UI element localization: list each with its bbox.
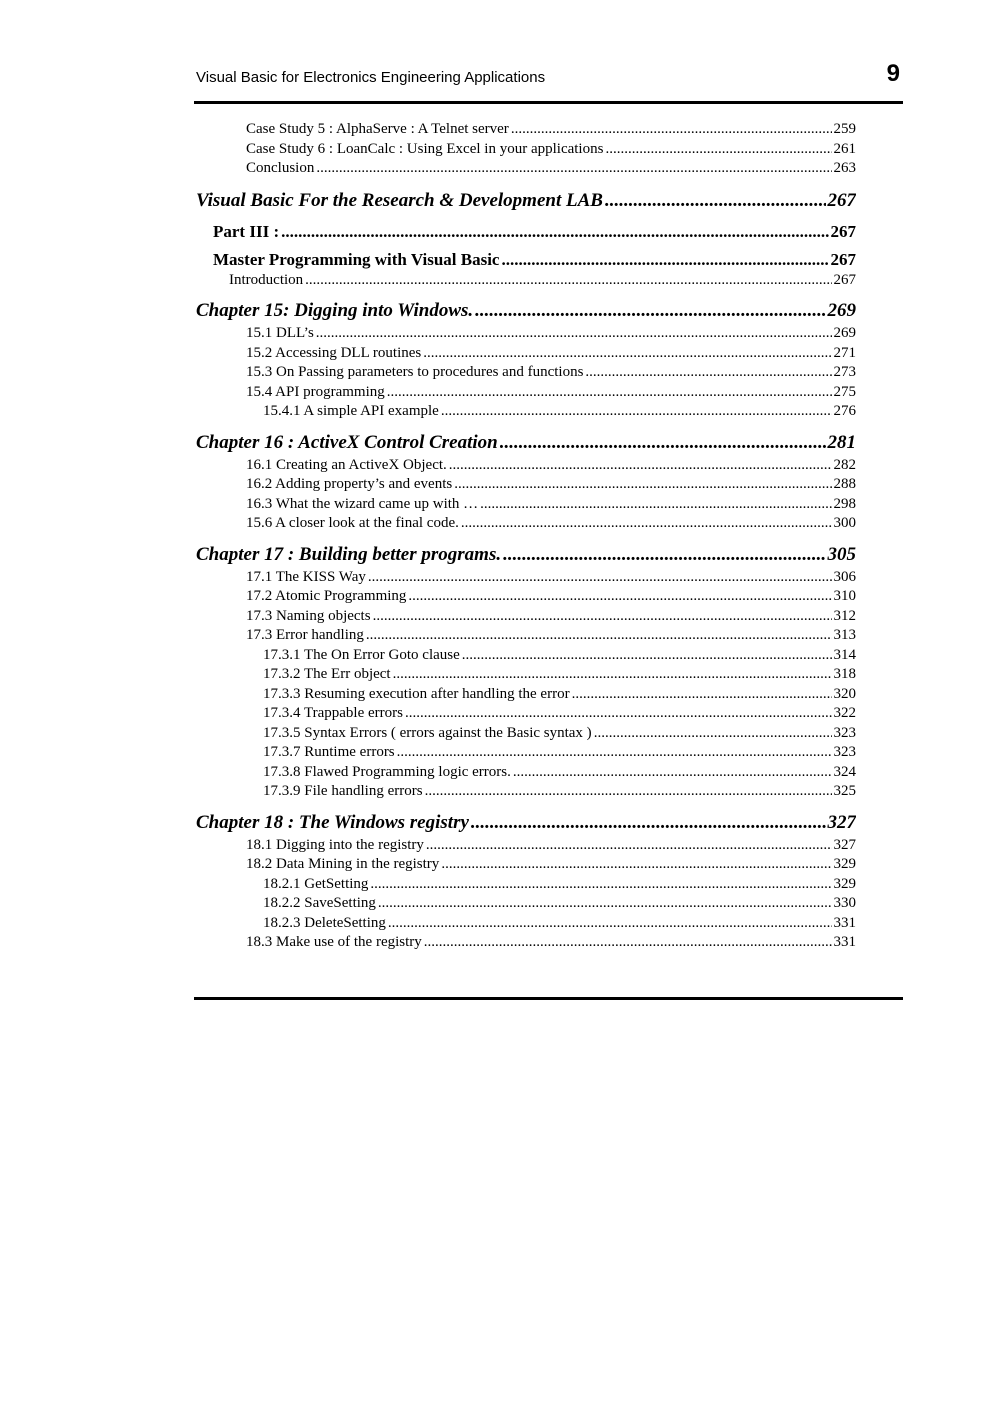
toc-entry-page: 276	[833, 403, 856, 419]
toc-entry-page: 331	[833, 934, 856, 950]
toc-entry-title: 18.2 Data Mining in the registry	[246, 856, 440, 872]
toc-entry[interactable]	[196, 914, 856, 934]
toc-leader-dots	[378, 894, 832, 914]
toc-entry[interactable]	[196, 933, 856, 953]
toc-entry-title: 17.3 Naming objects	[246, 607, 371, 624]
toc-entry-page: 327	[827, 811, 856, 833]
toc-entry-title: 16.3 What the wizard came up with …	[246, 495, 479, 512]
toc-entry-page: 305	[827, 543, 856, 565]
toc-entry-title: Visual Basic For the Research & Development LAB	[196, 189, 603, 211]
toc-entry[interactable]	[196, 159, 856, 179]
toc-entry-page: 313	[833, 627, 856, 643]
toc-entry-title: 15.2 Accessing DLL routines	[246, 344, 422, 361]
toc-entry-title: 15.1 DLL’s	[246, 325, 314, 341]
toc-entry-page: 327	[833, 836, 856, 853]
toc-entry-page: 263	[833, 160, 856, 176]
toc-entry-title: 17.2 Atomic Programming	[246, 588, 407, 604]
toc-entry[interactable]	[196, 607, 856, 627]
toc-entry-page: 320	[833, 685, 856, 702]
toc-leader-dots	[500, 431, 826, 455]
toc-entry[interactable]	[196, 189, 856, 213]
toc-entry[interactable]	[196, 363, 856, 383]
toc-leader-dots	[393, 665, 832, 685]
toc-entry[interactable]	[196, 836, 856, 856]
toc-leader-dots	[387, 383, 832, 403]
toc-entry-page: 281	[827, 431, 856, 453]
toc-entry-title: Chapter 18 : The Windows registry	[196, 811, 469, 833]
toc-entry[interactable]	[196, 299, 856, 323]
toc-entry-title: Chapter 17 : Building better programs.	[196, 543, 502, 565]
toc-entry-page: 298	[833, 495, 856, 512]
toc-entry-title: 17.3.9 File handling errors	[263, 783, 423, 799]
toc-entry[interactable]	[196, 271, 856, 291]
toc-entry[interactable]	[196, 782, 856, 802]
toc-entry[interactable]	[196, 894, 856, 914]
toc-leader-dots	[594, 724, 832, 744]
toc-entry-title: 18.3 Make use of the registry	[246, 934, 422, 950]
toc-leader-dots	[373, 607, 832, 627]
toc-entry-title: Master Programming with Visual Basic	[213, 249, 500, 269]
toc-entry[interactable]	[196, 665, 856, 685]
table-of-contents	[196, 120, 856, 953]
toc-leader-dots	[305, 271, 831, 291]
toc-entry-title: 17.3.1 The On Error Goto clause	[263, 646, 460, 663]
toc-entry[interactable]	[196, 402, 856, 422]
toc-entry[interactable]	[196, 221, 856, 243]
toc-leader-dots	[281, 221, 828, 243]
toc-leader-dots	[316, 324, 832, 344]
toc-entry-title: Chapter 15: Digging into Windows.	[196, 300, 474, 321]
toc-entry-page: 271	[833, 344, 856, 361]
toc-entry-title: 17.3.4 Trappable errors	[263, 705, 403, 721]
toc-entry[interactable]	[196, 568, 856, 588]
toc-entry-title: 17.3.3 Resuming execution after handling the error	[263, 685, 570, 702]
toc-entry-page: 325	[833, 783, 856, 799]
toc-entry[interactable]	[196, 249, 856, 271]
toc-leader-dots	[449, 456, 832, 476]
toc-entry-title: 17.3.2 The Err object	[263, 666, 391, 682]
toc-entry[interactable]	[196, 495, 856, 515]
toc-leader-dots	[388, 914, 832, 934]
toc-leader-dots	[461, 514, 832, 534]
toc-leader-dots	[454, 475, 831, 495]
page-number: 9	[886, 60, 900, 87]
running-header-title: Visual Basic for Electronics Engineering Applications	[196, 69, 546, 86]
toc-entry-page: 323	[833, 724, 856, 741]
toc-leader-dots	[503, 543, 825, 567]
toc-entry-title: 15.3 On Passing parameters to procedures and functions	[246, 364, 584, 380]
toc-entry[interactable]	[196, 685, 856, 705]
toc-entry-title: 15.6 A closer look at the final code.	[246, 515, 459, 531]
toc-entry-title: 17.3.7 Runtime errors	[263, 744, 395, 760]
toc-entry-page: 267	[827, 189, 856, 211]
toc-entry-title: Part III :	[213, 221, 280, 241]
toc-leader-dots	[397, 743, 832, 763]
toc-entry[interactable]	[196, 344, 856, 364]
toc-leader-dots	[424, 933, 832, 953]
toc-entry[interactable]	[196, 514, 856, 534]
toc-leader-dots	[501, 249, 828, 271]
toc-leader-dots	[480, 495, 831, 515]
toc-entry-title: 17.3.5 Syntax Errors ( errors against the Basic syntax )	[263, 724, 592, 741]
toc-entry-title: 15.4.1 A simple API example	[263, 403, 439, 419]
toc-entry-title: 17.3.8 Flawed Programming logic errors.	[263, 763, 511, 780]
toc-entry-page: 275	[833, 383, 856, 400]
toc-entry[interactable]	[196, 626, 856, 646]
toc-entry-page: 330	[833, 895, 856, 911]
toc-leader-dots	[605, 140, 831, 160]
toc-entry-page: 300	[833, 515, 856, 531]
toc-entry-page: 267	[830, 221, 856, 241]
toc-leader-dots	[572, 685, 832, 705]
toc-entry-page: 310	[833, 588, 856, 604]
toc-leader-dots	[405, 704, 832, 724]
toc-entry-page: 314	[833, 646, 856, 663]
toc-entry-title: 16.2 Adding property’s and events	[246, 476, 453, 492]
toc-entry-page: 267	[830, 249, 856, 269]
toc-entry-title: 18.2.1 GetSetting	[263, 875, 369, 892]
toc-entry[interactable]	[196, 763, 856, 783]
toc-entry[interactable]	[196, 704, 856, 724]
toc-entry-title: 18.2.2 SaveSetting	[263, 895, 376, 911]
toc-entry-page: 323	[833, 744, 856, 760]
toc-leader-dots	[368, 568, 832, 588]
toc-leader-dots	[513, 763, 832, 783]
toc-entry-page: 322	[833, 705, 856, 721]
toc-entry[interactable]	[196, 140, 856, 160]
toc-leader-dots	[370, 875, 831, 895]
toc-entry[interactable]	[196, 743, 856, 763]
toc-leader-dots	[462, 646, 832, 666]
toc-leader-dots	[475, 299, 825, 323]
toc-entry[interactable]	[196, 646, 856, 666]
toc-entry-title: 16.1 Creating an ActiveX Object.	[246, 456, 447, 473]
toc-entry[interactable]	[196, 875, 856, 895]
toc-entry-title: Conclusion	[246, 160, 315, 176]
toc-entry[interactable]	[196, 120, 856, 140]
toc-leader-dots	[441, 402, 832, 422]
toc-entry-title: Introduction	[229, 271, 304, 288]
toc-entry[interactable]	[196, 383, 856, 403]
toc-leader-dots	[366, 626, 832, 646]
toc-entry[interactable]	[196, 724, 856, 744]
toc-entry-page: 259	[833, 121, 856, 137]
toc-leader-dots	[511, 120, 832, 140]
toc-entry-title: 18.2.3 DeleteSetting	[263, 914, 386, 931]
toc-entry[interactable]	[196, 855, 856, 875]
toc-leader-dots	[426, 836, 832, 856]
toc-entry-title: 17.1 The KISS Way	[246, 568, 366, 585]
toc-entry-title: Case Study 5 : AlphaServe : A Telnet server	[246, 121, 509, 137]
toc-entry-title: 15.4 API programming	[246, 383, 385, 400]
toc-entry-page: 282	[833, 456, 856, 473]
toc-entry[interactable]	[196, 456, 856, 476]
header-rule	[194, 101, 903, 104]
toc-entry[interactable]	[196, 475, 856, 495]
toc-entry[interactable]	[196, 811, 856, 835]
toc-leader-dots	[408, 587, 831, 607]
toc-leader-dots	[585, 363, 831, 383]
toc-entry-page: 288	[833, 476, 856, 492]
toc-entry-title: Chapter 16 : ActiveX Control Creation	[196, 431, 498, 453]
toc-entry-title: 17.3 Error handling	[246, 627, 364, 643]
toc-entry[interactable]	[196, 324, 856, 344]
toc-entry[interactable]	[196, 587, 856, 607]
toc-entry-page: 261	[833, 140, 856, 157]
toc-entry-page: 269	[827, 300, 856, 321]
toc-entry-page: 312	[833, 607, 856, 624]
toc-entry-page: 306	[833, 568, 856, 585]
toc-entry-page: 324	[833, 763, 856, 780]
toc-leader-dots	[441, 855, 831, 875]
toc-entry[interactable]	[196, 543, 856, 567]
toc-entry-page: 329	[833, 875, 856, 892]
toc-leader-dots	[471, 811, 826, 835]
toc-entry-page: 269	[833, 325, 856, 341]
footer-rule	[194, 997, 903, 1000]
toc-leader-dots	[423, 344, 831, 364]
toc-entry[interactable]	[196, 431, 856, 455]
toc-entry-page: 267	[833, 271, 856, 288]
toc-entry-page: 329	[833, 856, 856, 872]
toc-entry-page: 331	[833, 914, 856, 931]
toc-entry-page: 318	[833, 666, 856, 682]
toc-entry-page: 273	[833, 364, 856, 380]
toc-entry-title: Case Study 6 : LoanCalc : Using Excel in your applications	[246, 140, 604, 157]
toc-leader-dots	[316, 159, 831, 179]
toc-leader-dots	[605, 189, 826, 213]
toc-entry-title: 18.1 Digging into the registry	[246, 836, 424, 853]
toc-leader-dots	[425, 782, 832, 802]
